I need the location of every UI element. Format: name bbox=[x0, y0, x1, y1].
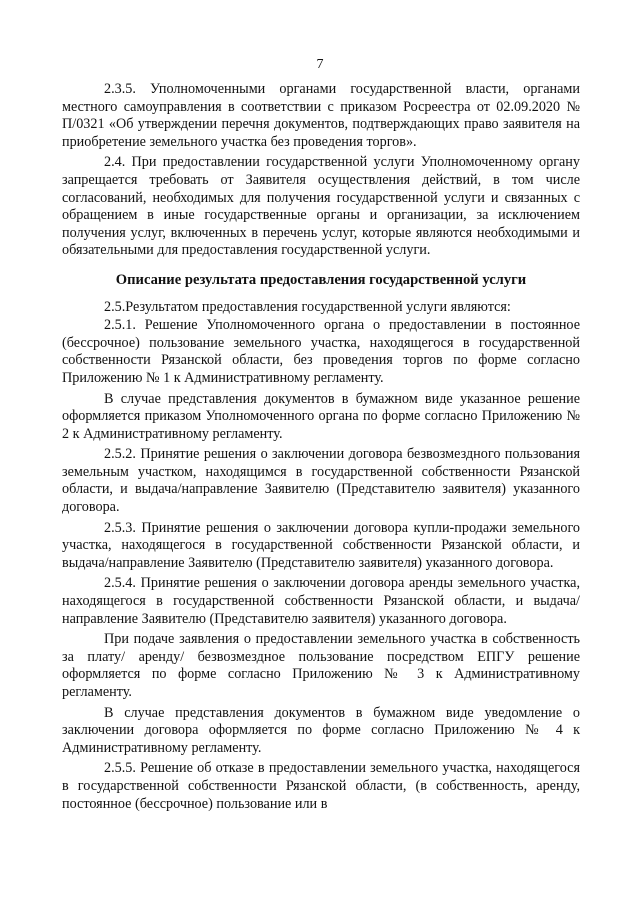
paragraph-2-5-2: 2.5.2. Принятие решения о заключении договора безвозмездного пользования земельным участком, находящимся в государственной собственности Рязанской области, и выдача/направление Заявителю (Представителю заявителя) указанного договора. bbox=[62, 446, 580, 516]
section-heading: Описание результата предоставления государственной услуги bbox=[115, 271, 527, 288]
paragraph-epgu-application: При подаче заявления о предоставлении земельного участка в собственность за плату/ аренду/ безвозмездное пользование посредством ЕПГУ решение оформляется по форме согласно Приложению № 3 к Административному регламенту. bbox=[62, 631, 580, 700]
paragraph-2-4: 2.4. При предоставлении государственной услуги Уполномоченному органу запрещается требовать от Заявителя осуществления действий, в том числе согласований, необходимых для получения государственной услуги и связанных с обращением в иные государственные органы и организации, за исключением получения услуг, включенных в перечень услуг, которые являются необходимыми и обязательными для предоставления государственной услуги. bbox=[62, 154, 580, 259]
paragraph-2-5-4: 2.5.4. Принятие решения о заключении договора аренды земельного участка, находящегося в государственной собственности Рязанской области, и выдача/направление Заявителю (Представителю заявителя) указанного договора. bbox=[62, 575, 580, 627]
page-number: 7 bbox=[316, 57, 324, 72]
paragraph-2-5-1: 2.5.1. Решение Уполномоченного органа о предоставлении в постоянное (бессрочное) пользование земельного участка, находящегося в государственной собственности Рязанской области, без проведения торгов по форме согласно Приложению № 1 к Административному регламенту. bbox=[62, 317, 580, 386]
paragraph-paper-decision: В случае представления документов в бумажном виде указанное решение оформляется приказом Уполномоченного органа по форме согласно Приложению № 2 к Административному регламенту. bbox=[62, 390, 580, 442]
document-body bbox=[62, 81, 580, 816]
paragraph-2-5: 2.5.Результатом предоставления государственной услуги являются: bbox=[104, 298, 511, 315]
paragraph-2-3-5: 2.3.5. Уполномоченными органами государственной власти, органами местного самоуправления в соответствии с приказом Росреестра от 02.09.2020 № П/0321 «Об утверждении перечня документов, подтверждающих право заявителя на приобретение земельного участка без проведения торгов». bbox=[62, 81, 580, 150]
paragraph-2-5-3: 2.5.3. Принятие решения о заключении договора купли-продажи земельного участка, находящегося в государственной собственности Рязанской области, и выдача/направление Заявителю (Представителю заявителя) указанного договора. bbox=[62, 519, 580, 571]
paragraph-paper-notice: В случае представления документов в бумажном виде уведомление о заключении договора оформляется по форме согласно Приложению № 4 к Административному регламенту. bbox=[62, 704, 580, 756]
paragraph-2-5-5: 2.5.5. Решение об отказе в предоставлении земельного участка, находящегося в государственной собственности Рязанской области, (в собственность, аренду, постоянное (бессрочное) пользование или в bbox=[62, 760, 580, 812]
